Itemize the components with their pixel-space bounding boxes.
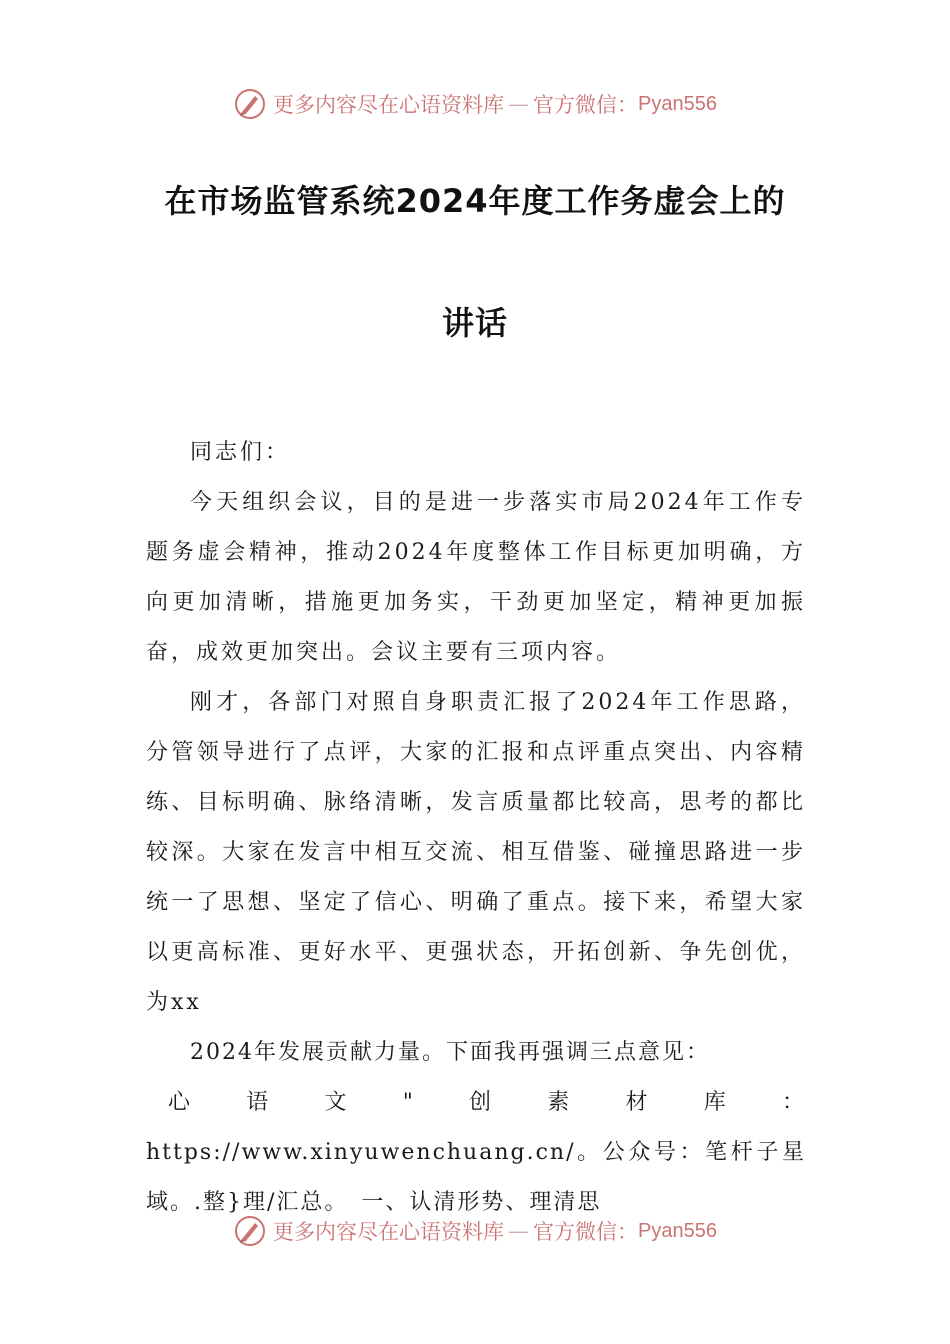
paragraph-3: 2024年发展贡献力量。下面我再强调三点意见：	[190, 1040, 710, 1065]
watermark-wechat-id: Pyan556	[638, 92, 717, 115]
watermark-suffix: 官方微信：	[533, 1220, 639, 1244]
watermark-suffix: 官方微信：	[533, 93, 639, 117]
document-body	[146, 428, 806, 1228]
watermark-text: 更多内容尽在心语资料库	[273, 93, 505, 117]
watermark-footer	[0, 1211, 950, 1251]
paragraph-1: 今天组织会议，目的是进一步落实市局2024年工作专题务虚会精神，推动2024年度整体工作目标更加明确，方向更加清晰，措施更加务实，干劲更加坚定，精神更加振奋，成效更加突出。会议主要有三项内容。	[146, 490, 806, 665]
document-title-line2: 讲话	[441, 304, 508, 342]
pen-logo-icon	[233, 87, 267, 121]
paragraph-2: 刚才，各部门对照自身职责汇报了2024年工作思路，分管领导进行了点评，大家的汇报和点评重点突出、内容精练、目标明确、脉络清晰，发言质量都比较高，思考的都比较深。大家在发言中相互交流、相互借鉴、碰撞思路进一步统一了思想、坚定了信心、明确了重点。接下来，希望大家以更高标准、更好水平、更强状态，开拓创新、争先创优，为xx	[146, 690, 806, 1015]
paragraph-4: 心语文"创素材库：https://www.xinyuwenchuang.cn/。公众号：笔杆子星域。.整}理/汇总。 一、认清形势、理清思	[146, 1090, 806, 1215]
document-title-line1: 在市场监管系统2024年度工作务虚会上的	[164, 182, 786, 220]
watermark-separator: —	[508, 92, 530, 116]
watermark-wechat-id: Pyan556	[638, 1219, 717, 1242]
greeting: 同志们：	[190, 440, 291, 465]
pen-logo-icon	[233, 1214, 267, 1248]
watermark-header	[0, 84, 950, 124]
watermark-text: 更多内容尽在心语资料库	[273, 1220, 505, 1244]
watermark-separator: —	[508, 1219, 530, 1243]
